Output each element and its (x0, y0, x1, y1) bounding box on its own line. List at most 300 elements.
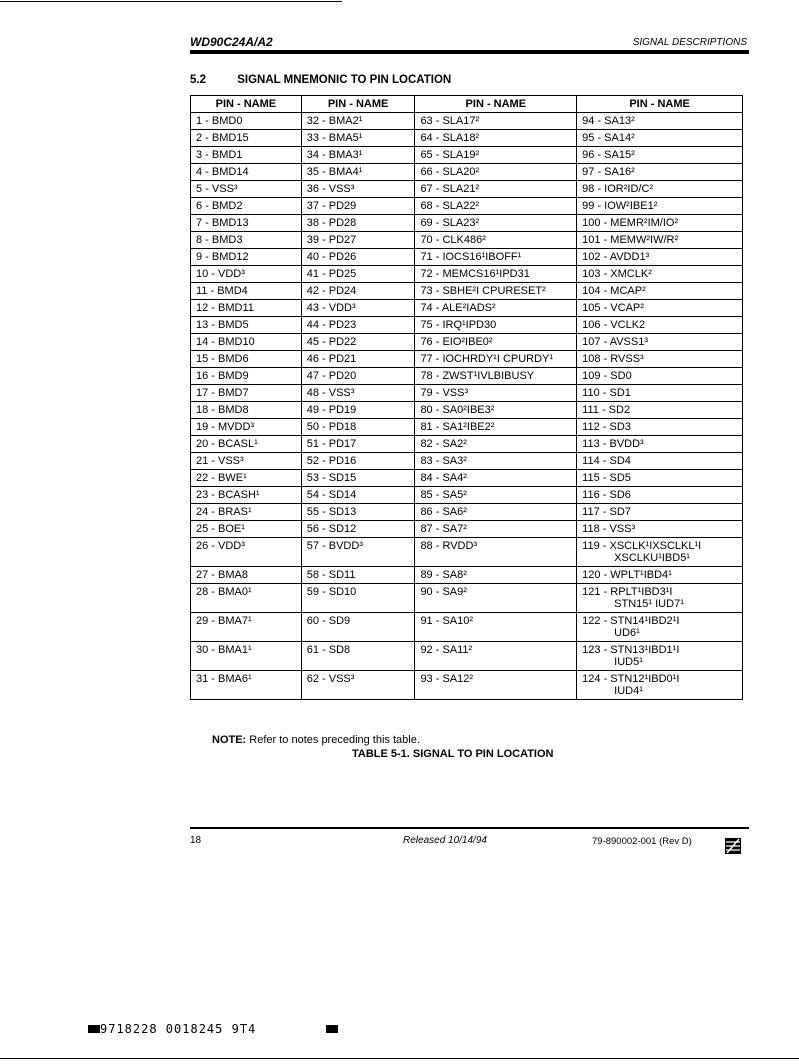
table-cell (415, 487, 577, 504)
table-cell (415, 671, 577, 700)
table-cell (301, 504, 415, 521)
pin-entry: 25 - BOE¹ (196, 523, 245, 535)
table-row (191, 671, 743, 700)
table-cell (577, 232, 743, 249)
pin-entry: 70 - CLK486² (420, 234, 486, 246)
pin-entry: 57 - BVDD³ (306, 540, 363, 552)
column-header: PIN - NAME (301, 96, 415, 113)
table-cell (415, 385, 577, 402)
top-edge-line (0, 1, 342, 2)
table-row (191, 521, 743, 538)
section-header: SIGNAL DESCRIPTIONS (632, 37, 747, 48)
table-row (191, 504, 743, 521)
table-cell (415, 368, 577, 385)
pin-entry: 26 - VDD³ (196, 540, 245, 552)
pin-entry: 114 - SD4 (582, 455, 631, 467)
table-cell (301, 402, 415, 419)
pin-entry: 80 - SA0²IBE3² (420, 404, 495, 416)
table-cell (191, 402, 302, 419)
pin-entry: 113 - BVDD³ (582, 438, 644, 450)
table-row (191, 402, 743, 419)
bottom-edge-line (0, 1058, 799, 1059)
pin-entry: 90 - SA9² (420, 586, 467, 598)
pin-entry: 31 - BMA6¹ (196, 673, 252, 685)
pin-entry: 107 - AVSS1³ (582, 336, 649, 348)
pin-entry: 82 - SA2² (420, 438, 467, 450)
table-cell (415, 504, 577, 521)
table-cell (415, 300, 577, 317)
pin-entry-continuation: STN15¹ IUD7¹ (614, 598, 684, 610)
pin-entry: 120 - WPLT¹IBD4¹ (582, 569, 672, 581)
pin-entry-continuation: IUD4¹ (614, 685, 643, 697)
table-cell (301, 436, 415, 453)
table-cell (577, 317, 743, 334)
pin-entry: 56 - SD12 (306, 523, 357, 535)
table-cell (577, 198, 743, 215)
pin-entry: 47 - PD20 (306, 370, 357, 382)
table-row (191, 130, 743, 147)
pin-entry: 32 - BMA2¹ (306, 115, 363, 127)
barcode-block-left (88, 1025, 100, 1033)
pin-entry: 21 - VSS³ (196, 455, 244, 467)
pin-entry: 112 - SD3 (582, 421, 631, 433)
table-cell (577, 164, 743, 181)
table-cell (415, 215, 577, 232)
table-cell (191, 470, 302, 487)
pin-entry: 44 - PD23 (306, 319, 357, 331)
table-row (191, 164, 743, 181)
pin-entry: 102 - AVDD1³ (582, 251, 650, 263)
document-number: 79-890002-001 (Rev D) (592, 836, 692, 847)
pin-entry: 69 - SLA23² (420, 217, 480, 229)
table-cell (191, 671, 302, 700)
pin-entry: 49 - PD19 (306, 404, 357, 416)
pin-entry: 100 - MEMR²IM/IO² (582, 217, 679, 229)
table-cell (577, 470, 743, 487)
pin-entry: 79 - VSS³ (420, 387, 469, 399)
pin-entry: 14 - BMD10 (196, 336, 255, 348)
table-cell (577, 671, 743, 700)
table-cell (577, 300, 743, 317)
pin-entry: 83 - SA3² (420, 455, 467, 467)
table-cell (191, 487, 302, 504)
pin-entry: 10 - VDD³ (196, 268, 245, 280)
pin-entry: 37 - PD29 (306, 200, 357, 212)
table-cell (577, 334, 743, 351)
table-cell (191, 504, 302, 521)
table-cell (191, 283, 302, 300)
table-cell (191, 232, 302, 249)
pin-entry: 38 - PD28 (306, 217, 357, 229)
table-cell (301, 113, 415, 130)
table-row (191, 317, 743, 334)
pin-entry: 64 - SLA18² (420, 132, 480, 144)
table-cell (301, 266, 415, 283)
pin-entry: 93 - SA12² (420, 673, 474, 685)
table-cell (301, 470, 415, 487)
pin-entry: 45 - PD22 (306, 336, 357, 348)
table-row (191, 419, 743, 436)
pin-entry: 5 - VSS³ (196, 183, 238, 195)
pin-entry: 76 - EIO²IBE0² (420, 336, 493, 348)
pin-entry: 66 - SLA20² (420, 166, 480, 178)
pin-entry: 18 - BMD8 (196, 404, 249, 416)
table-cell (191, 613, 302, 642)
table-cell (577, 453, 743, 470)
table-cell (415, 232, 577, 249)
table-cell (301, 198, 415, 215)
table-cell (191, 538, 302, 567)
table-cell (415, 113, 577, 130)
pin-entry: 104 - MCAP² (582, 285, 646, 297)
barcode-text: 9718228 0018245 9T4 (100, 1022, 257, 1036)
table-cell (415, 567, 577, 584)
table-row (191, 351, 743, 368)
table-cell (191, 130, 302, 147)
pin-entry: 55 - SD13 (306, 506, 357, 518)
pin-entry: 124 - STN12¹IBD0¹I (582, 673, 680, 685)
pin-entry: 58 - SD11 (306, 569, 356, 581)
table-header-row (191, 96, 743, 113)
table-cell (301, 164, 415, 181)
table-cell (301, 215, 415, 232)
table-cell (415, 470, 577, 487)
pin-entry: 96 - SA15² (582, 149, 635, 161)
table-cell (191, 419, 302, 436)
table-cell (415, 351, 577, 368)
pin-entry: 75 - IRQ¹IPD30 (420, 319, 497, 331)
table-cell (301, 521, 415, 538)
table-cell (415, 521, 577, 538)
table-cell (301, 317, 415, 334)
pin-entry: 108 - RVSS³ (582, 353, 644, 365)
pin-entry: 123 - STN13¹IBD1¹I (582, 644, 680, 656)
pin-entry: 122 - STN14¹IBD2¹I (582, 615, 680, 627)
table-cell (191, 249, 302, 266)
table-cell (415, 164, 577, 181)
pin-entry: 6 - BMD2 (196, 200, 243, 212)
table-cell (577, 147, 743, 164)
pin-entry: 94 - SA13² (582, 115, 635, 127)
table-cell (191, 567, 302, 584)
table-row (191, 453, 743, 470)
pin-entry: 111 - SD2 (582, 404, 631, 416)
pin-entry: 52 - PD16 (306, 455, 357, 467)
table-cell (191, 584, 302, 613)
table-cell (577, 368, 743, 385)
pin-entry: 11 - BMD4 (196, 285, 248, 297)
table-cell (415, 613, 577, 642)
table-cell (415, 130, 577, 147)
table-row (191, 642, 743, 671)
pin-entry: 84 - SA4² (420, 472, 467, 484)
pin-entry: 73 - SBHE²I CPURESET² (420, 285, 546, 297)
table-cell (191, 521, 302, 538)
table-cell (577, 181, 743, 198)
pin-entry: 12 - BMD11 (196, 302, 254, 314)
pin-entry: 30 - BMA1¹ (196, 644, 252, 656)
pin-entry: 4 - BMD14 (196, 166, 249, 178)
table-row (191, 538, 743, 567)
pin-entry: 53 - SD15 (306, 472, 357, 484)
pin-entry: 34 - BMA3¹ (306, 149, 363, 161)
table-cell (301, 249, 415, 266)
table-cell (415, 538, 577, 567)
pin-entry: 91 - SA10² (420, 615, 474, 627)
pin-entry: 72 - MEMCS16¹IPD31 (420, 268, 530, 280)
pin-entry: 103 - XMCLK² (582, 268, 652, 280)
table-row (191, 470, 743, 487)
pin-entry: 42 - PD24 (306, 285, 357, 297)
footer-rule (190, 827, 749, 829)
pin-entry: 87 - SA7² (420, 523, 467, 535)
pin-entry: 81 - SA1²IBE2² (420, 421, 495, 433)
table-cell (191, 215, 302, 232)
table-cell (415, 181, 577, 198)
table-row (191, 232, 743, 249)
table-cell (301, 642, 415, 671)
pin-entry: 117 - SD7 (582, 506, 631, 518)
pin-entry: 88 - RVDD³ (420, 540, 478, 552)
table-cell (301, 300, 415, 317)
pin-entry: 67 - SLA21² (420, 183, 480, 195)
table-cell (191, 266, 302, 283)
table-cell (577, 538, 743, 567)
table-cell (191, 113, 302, 130)
table-row (191, 147, 743, 164)
pin-entry: 20 - BCASL¹ (196, 438, 258, 450)
table-row (191, 584, 743, 613)
table-cell (577, 419, 743, 436)
pin-entry: 13 - BMD5 (196, 319, 249, 331)
table-cell (415, 334, 577, 351)
barcode-block-right (326, 1025, 338, 1033)
pin-entry: 74 - ALE²IADS² (420, 302, 496, 314)
table-row (191, 249, 743, 266)
pin-entry: 59 - SD10 (306, 586, 357, 598)
table-row (191, 113, 743, 130)
pin-entry: 1 - BMD0 (196, 115, 243, 127)
table-cell (577, 567, 743, 584)
table-cell (191, 334, 302, 351)
pin-entry-continuation: XSCLKU¹IBD5¹ (614, 552, 690, 564)
pin-entry: 48 - VSS³ (306, 387, 355, 399)
table-cell (577, 249, 743, 266)
table-row (191, 181, 743, 198)
pin-entry: 63 - SLA17² (420, 115, 480, 127)
pin-entry: 65 - SLA19² (420, 149, 480, 161)
pin-entry: 97 - SA16² (582, 166, 635, 178)
table-caption: TABLE 5-1. SIGNAL TO PIN LOCATION (352, 748, 554, 760)
table-cell (301, 487, 415, 504)
table-row (191, 266, 743, 283)
pin-entry: 46 - PD21 (306, 353, 357, 365)
table-cell (577, 113, 743, 130)
pin-entry: 89 - SA8² (420, 569, 467, 581)
pin-entry: 8 - BMD3 (196, 234, 243, 246)
pin-entry: 33 - BMA5¹ (306, 132, 363, 144)
table-cell (415, 147, 577, 164)
pin-entry: 68 - SLA22² (420, 200, 480, 212)
page-number: 18 (190, 835, 202, 846)
table-body (191, 113, 743, 700)
pin-entry: 110 - SD1 (582, 387, 631, 399)
table-note (212, 734, 420, 746)
pin-entry: 119 - XSCLK¹IXSCLKL¹I (582, 540, 702, 552)
table-cell (577, 504, 743, 521)
column-header: PIN - NAME (415, 96, 577, 113)
pin-entry: 51 - PD17 (306, 438, 357, 450)
table-cell (577, 402, 743, 419)
pin-entry: 118 - VSS³ (582, 523, 636, 535)
pin-entry: 40 - PD26 (306, 251, 357, 263)
pin-entry: 43 - VDD³ (306, 302, 356, 314)
table-row (191, 198, 743, 215)
table-cell (577, 642, 743, 671)
table-row (191, 215, 743, 232)
table-cell (191, 147, 302, 164)
section-heading (190, 74, 451, 86)
pin-entry: 27 - BMA8 (196, 569, 248, 581)
table-cell (577, 283, 743, 300)
table-cell (301, 613, 415, 642)
section-title: SIGNAL MNEMONIC TO PIN LOCATION (237, 74, 452, 86)
pin-entry: 41 - PD25 (306, 268, 357, 280)
table-cell (301, 419, 415, 436)
table-cell (301, 334, 415, 351)
pin-entry: 22 - BWE¹ (196, 472, 247, 484)
table-cell (301, 567, 415, 584)
table-cell (301, 538, 415, 567)
table-cell (415, 283, 577, 300)
pin-entry: 23 - BCASH¹ (196, 489, 260, 501)
table-cell (577, 215, 743, 232)
note-label: NOTE: (212, 734, 247, 746)
pin-entry: 71 - IOCS16¹IBOFF¹ (420, 251, 522, 263)
table-cell (577, 584, 743, 613)
table-cell (191, 181, 302, 198)
table-cell (301, 283, 415, 300)
note-text: Refer to notes preceding this table. (246, 734, 420, 746)
table-cell (415, 584, 577, 613)
table-cell (191, 300, 302, 317)
pin-entry: 28 - BMA0¹ (196, 586, 252, 598)
table-cell (415, 436, 577, 453)
table-row (191, 283, 743, 300)
table-cell (577, 351, 743, 368)
pin-entry: 7 - BMD13 (196, 217, 249, 229)
table-row (191, 334, 743, 351)
table-cell (191, 642, 302, 671)
table-cell (577, 436, 743, 453)
pin-entry: 77 - IOCHRDY¹I CPURDY¹ (420, 353, 554, 365)
table-cell (191, 164, 302, 181)
table-cell (415, 266, 577, 283)
table-cell (301, 130, 415, 147)
pin-entry: 85 - SA5² (420, 489, 467, 501)
table-cell (191, 368, 302, 385)
table-cell (191, 317, 302, 334)
wd-logo-icon (725, 838, 741, 854)
table-cell (577, 487, 743, 504)
section-number: 5.2 (190, 74, 206, 86)
pin-entry-continuation: UD6¹ (614, 627, 640, 639)
pin-entry: 39 - PD27 (306, 234, 357, 246)
pin-entry: 101 - MEMW²IW/R² (582, 234, 679, 246)
pin-entry: 36 - VSS³ (306, 183, 355, 195)
table-row (191, 487, 743, 504)
pin-entry: 109 - SD0 (582, 370, 632, 382)
table-cell (301, 453, 415, 470)
table-cell (415, 198, 577, 215)
table-row (191, 436, 743, 453)
table-cell (577, 130, 743, 147)
table-row (191, 613, 743, 642)
pin-entry: 24 - BRAS¹ (196, 506, 252, 518)
pin-entry: 60 - SD9 (306, 615, 351, 627)
pin-entry-continuation: IUD5¹ (614, 656, 643, 668)
header-rule (190, 50, 749, 54)
table-cell (415, 402, 577, 419)
table-cell (577, 613, 743, 642)
pin-entry: 121 - RPLT¹IBD3¹I (582, 586, 673, 598)
column-header: PIN - NAME (577, 96, 743, 113)
table-row (191, 300, 743, 317)
pin-entry: 62 - VSS³ (306, 673, 355, 685)
table-cell (301, 584, 415, 613)
table-cell (577, 385, 743, 402)
pin-entry: 19 - MVDD³ (196, 421, 255, 433)
table-cell (191, 198, 302, 215)
pin-entry: 17 - BMD7 (196, 387, 249, 399)
pin-table (190, 95, 743, 700)
table-cell (301, 147, 415, 164)
pin-entry: 35 - BMA4¹ (306, 166, 363, 178)
pin-entry: 115 - SD5 (582, 472, 631, 484)
pin-entry: 54 - SD14 (306, 489, 357, 501)
pin-entry: 15 - BMD6 (196, 353, 249, 365)
table-row (191, 567, 743, 584)
table-cell (415, 419, 577, 436)
table-cell (191, 436, 302, 453)
table-cell (191, 385, 302, 402)
pin-entry: 50 - PD18 (306, 421, 357, 433)
pin-entry: 99 - IOW²IBE1² (582, 200, 658, 212)
table-cell (415, 642, 577, 671)
table-cell (191, 453, 302, 470)
pin-entry: 9 - BMD12 (196, 251, 249, 263)
table-cell (301, 385, 415, 402)
table-row (191, 368, 743, 385)
pin-entry: 106 - VCLK2 (582, 319, 646, 331)
column-header: PIN - NAME (191, 96, 302, 113)
pin-entry: 78 - ZWST¹IVLBIBUSY (420, 370, 535, 382)
table-cell (577, 521, 743, 538)
pin-entry: 105 - VCAP² (582, 302, 644, 314)
table-cell (301, 181, 415, 198)
table-cell (191, 351, 302, 368)
pin-entry: 16 - BMD9 (196, 370, 249, 382)
pin-entry: 2 - BMD15 (196, 132, 249, 144)
document-title: WD90C24A/A2 (190, 35, 273, 49)
table-cell (301, 368, 415, 385)
table-row (191, 385, 743, 402)
table-cell (415, 317, 577, 334)
pin-entry: 61 - SD8 (306, 644, 351, 656)
table-cell (301, 232, 415, 249)
pin-entry: 92 - SA11² (420, 644, 473, 656)
table-cell (577, 266, 743, 283)
